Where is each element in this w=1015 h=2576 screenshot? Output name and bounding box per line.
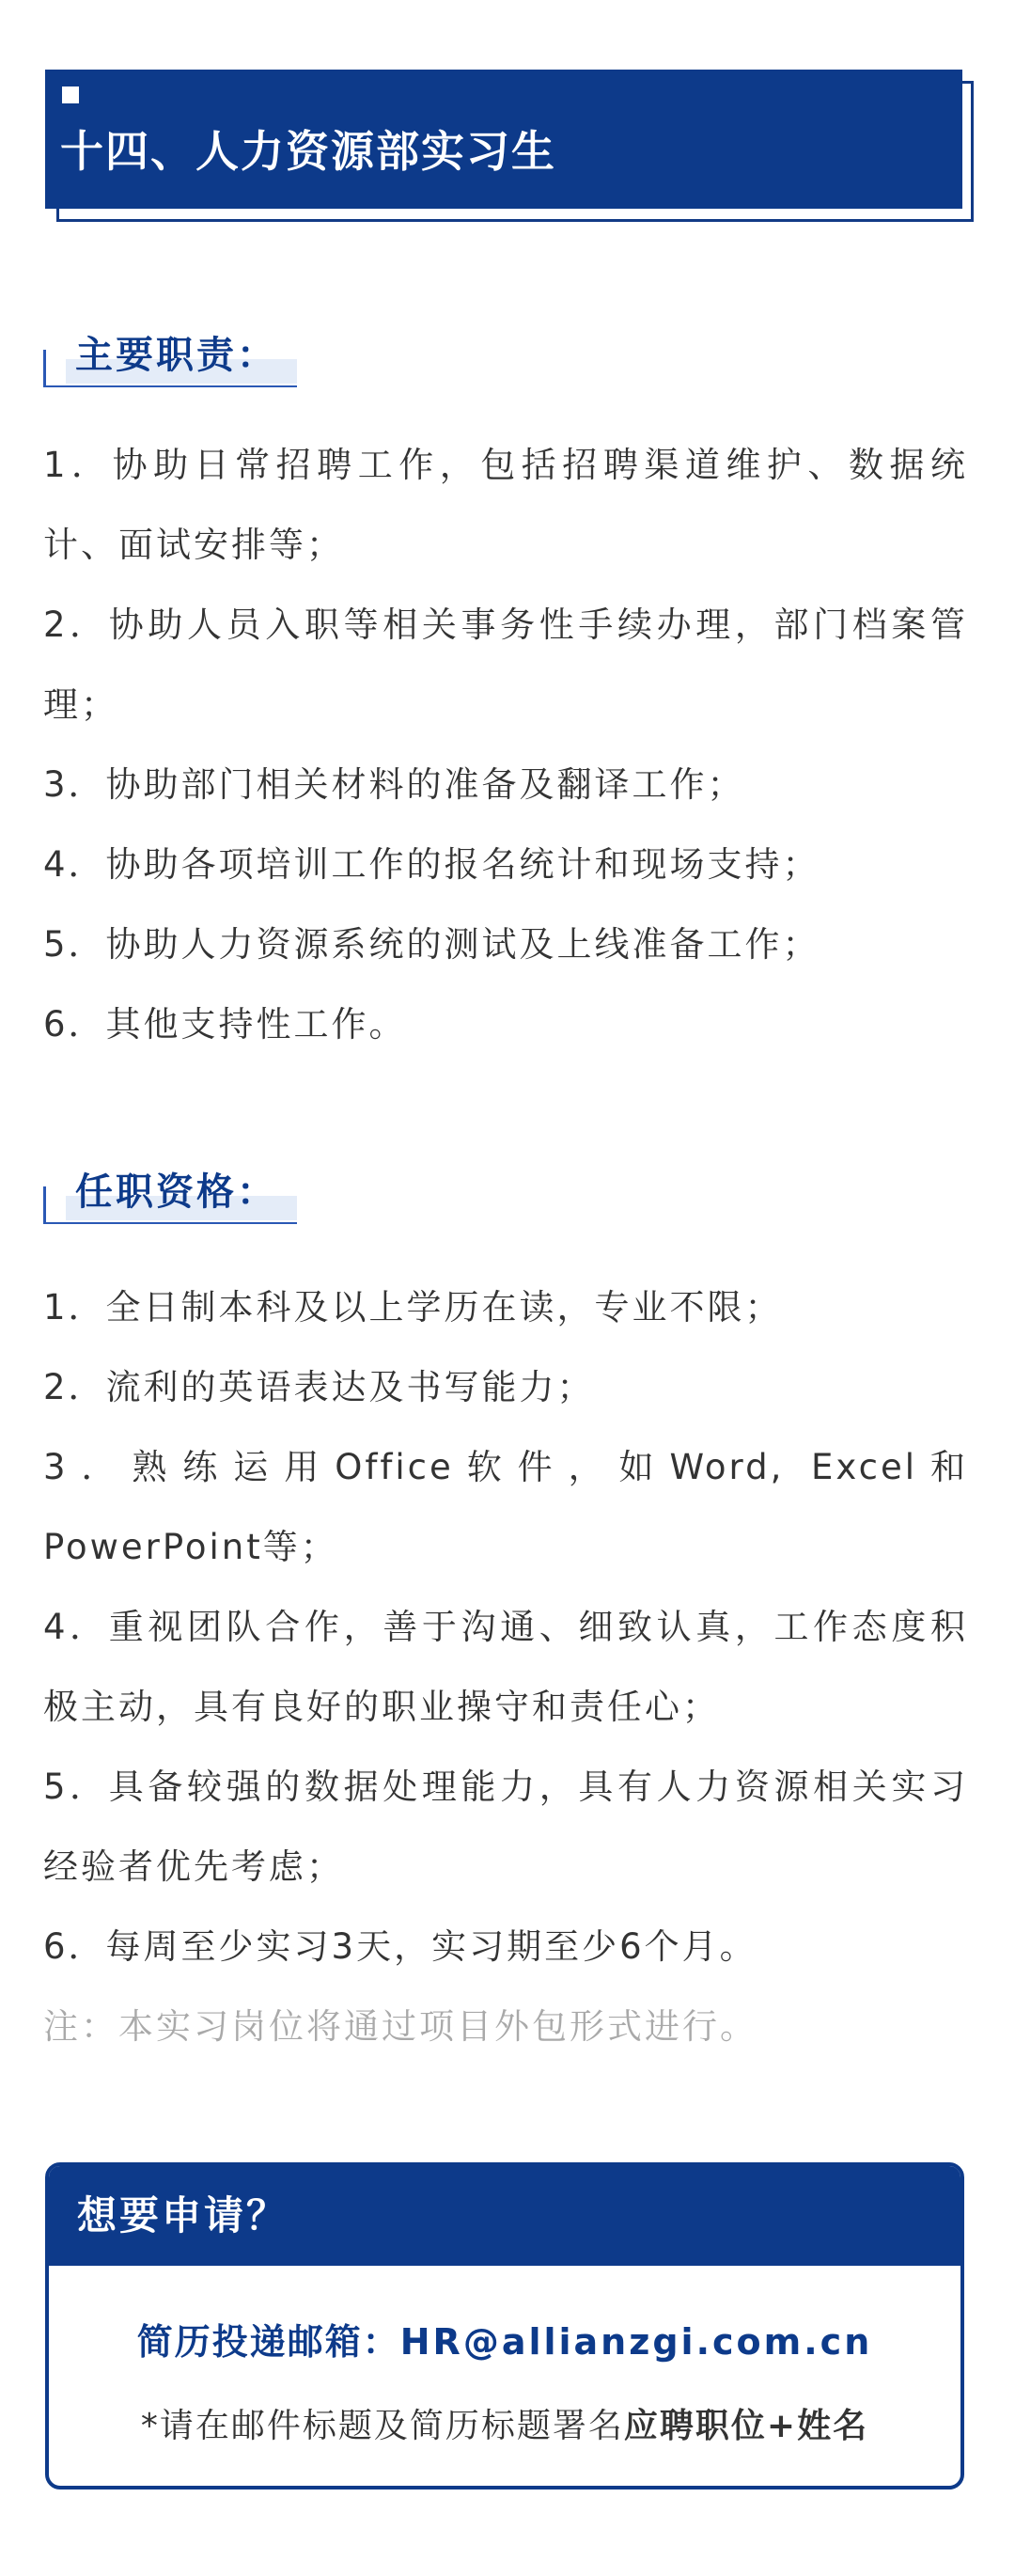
email-subject-note [49,2399,960,2447]
qualification-item-5: 5．具备较强的数据处理能力，具有人力资源相关实习经验者优先考虑； [43,1767,968,1887]
note-prefix: *请在邮件标题及简历标题署名 [140,2407,624,2445]
note-bold: 应聘职位+姓名 [623,2407,869,2445]
qualification-item-3: 3．熟练运用Office软件，如Word, Excel和PowerPoint等； [43,1447,968,1567]
page-title: 十四、人力资源部实习生 [60,126,556,177]
outsourcing-note: 注：本实习岗位将通过项目外包形式进行。 [43,2006,757,2047]
duty-item-6: 6．其他支持性工作。 [43,1004,407,1045]
apply-card [45,2162,964,2490]
duties-heading-label: 主要职责： [75,334,277,377]
duty-item-1: 1．协助日常招聘工作，包括招聘渠道维护、数据统计、面试安排等； [43,445,968,565]
qualification-item-2: 2．流利的英语表达及书写能力； [43,1367,595,1407]
qualification-item-4: 4．重视团队合作，善于沟通、细致认真，工作态度积极主动，具有良好的职业操守和责任心； [43,1607,968,1727]
square-bullet-icon [62,86,79,103]
duty-item-4: 4．协助各项培训工作的报名统计和现场支持； [43,844,820,885]
duty-item-5: 5．协助人力资源系统的测试及上线准备工作； [43,924,820,965]
qualification-item-6: 6．每周至少实习3天，实习期至少6个月。 [43,1926,757,1967]
email-label: 简历投递邮箱： [136,2321,400,2363]
qualifications-heading [43,1166,297,1224]
duties-heading [43,329,297,387]
apply-heading: 想要申请？ [49,2166,960,2266]
duty-item-3: 3．协助部门相关材料的准备及翻译工作； [43,764,745,805]
email-address[interactable]: HR@allianzgi.com.cn [399,2321,873,2363]
email-line [49,2313,960,2364]
qualifications-heading-label: 任职资格： [75,1170,277,1214]
qualification-item-1: 1．全日制本科及以上学历在读，专业不限； [43,1287,783,1327]
duty-item-2: 2．协助人员入职等相关事务性手续办理，部门档案管理； [43,605,968,725]
